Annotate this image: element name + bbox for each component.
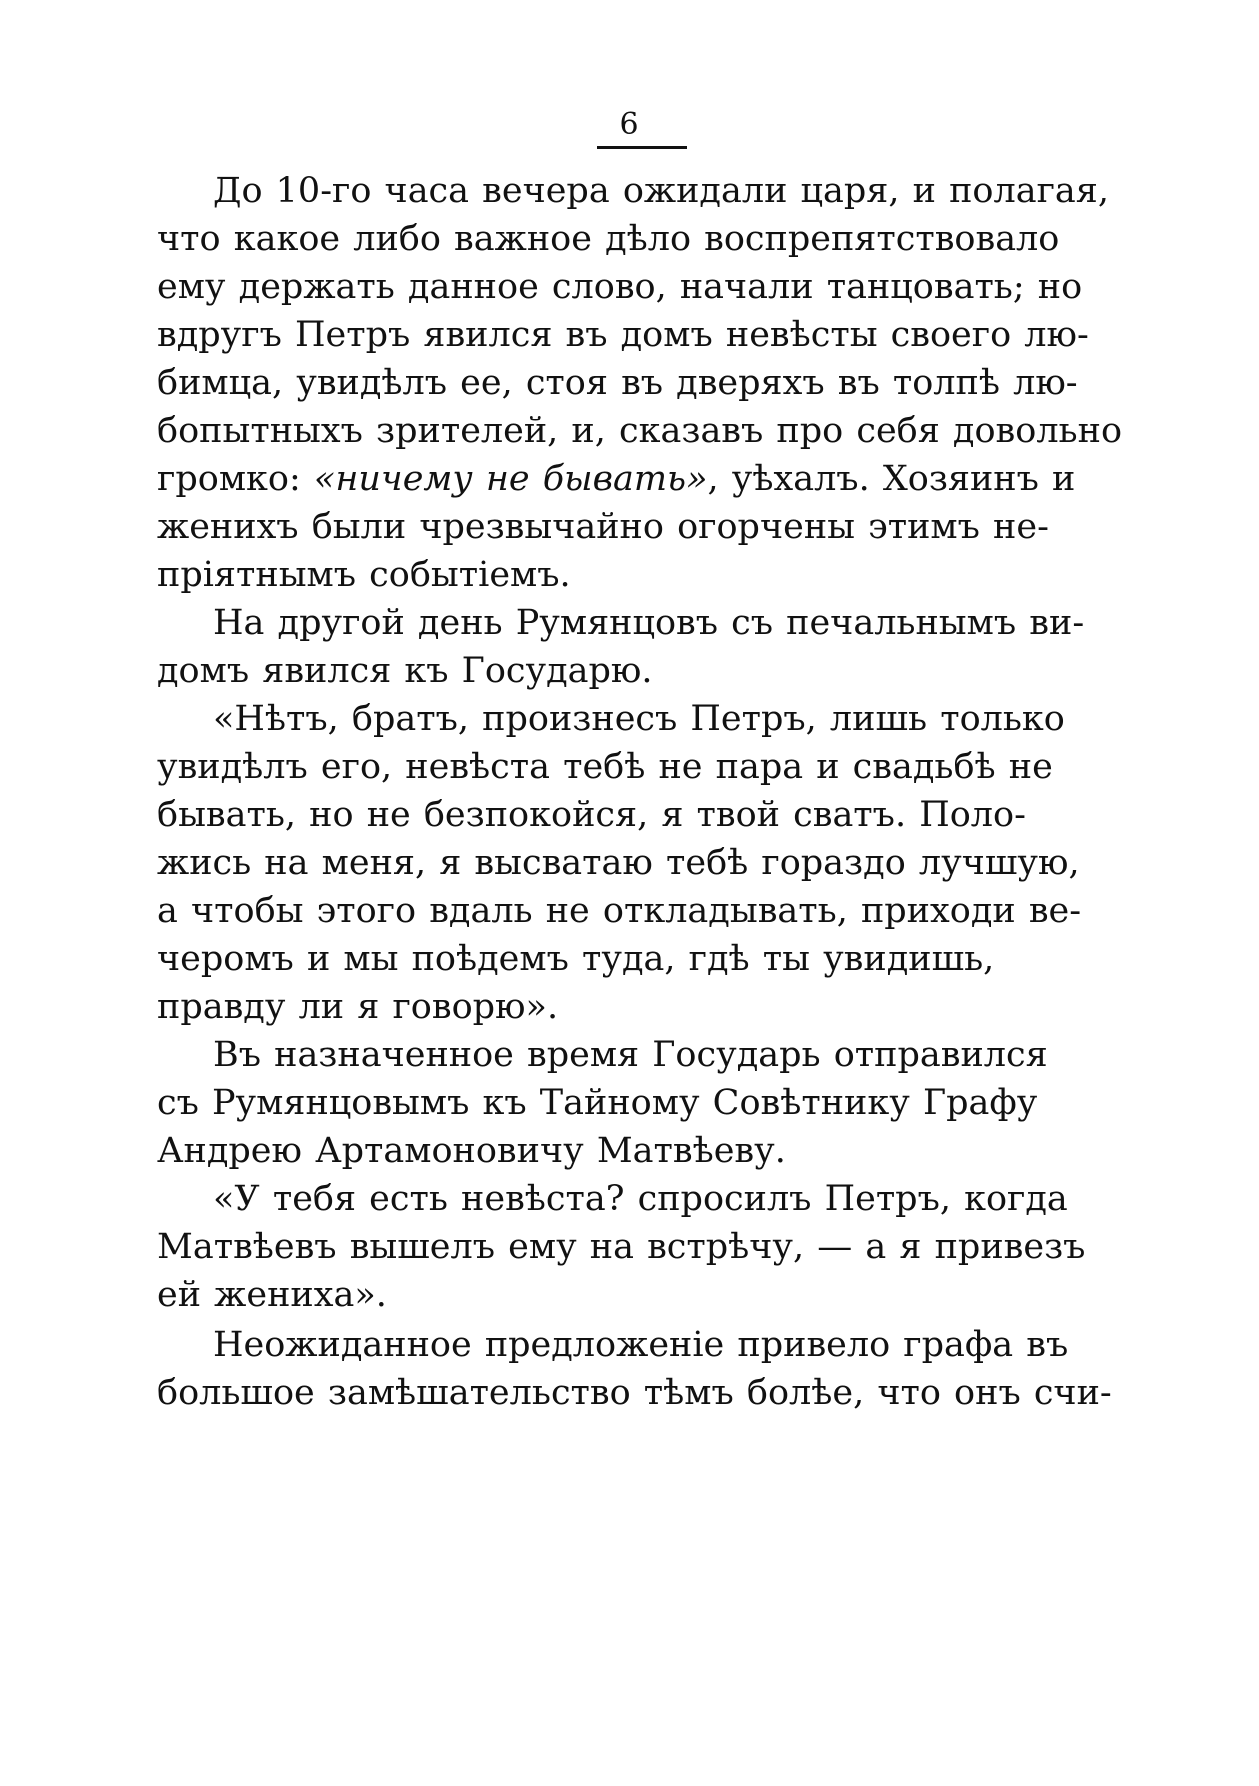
page-number: 6 xyxy=(619,107,640,142)
text-line: вдругъ Петръ явился въ домъ невѣсты своего лю- xyxy=(157,315,1089,355)
page-number-rule xyxy=(597,146,687,149)
text-line: черомъ и мы поѣдемъ туда, гдѣ ты увидишь, xyxy=(157,939,995,979)
text-line: бопытныхъ зрителей, и, сказавъ про себя довольно xyxy=(157,411,1123,451)
text-line: домъ явился къ Государю. xyxy=(157,651,653,691)
text-line: На другой день Румянцовъ съ печальнымъ ви- xyxy=(213,603,1085,643)
text-line: До 10-го часа вечера ожидали царя, и полагая, xyxy=(213,171,1109,211)
text-line: женихъ были чрезвычайно огорчены этимъ не- xyxy=(157,507,1049,547)
text-line: Матвѣевъ вышелъ ему на встрѣчу, — а я привезъ xyxy=(157,1227,1086,1267)
text-line: бывать, но не безпокойся, я твой сватъ. Поло- xyxy=(157,795,1026,835)
text-line: съ Румянцовымъ къ Тайному Совѣтнику Графу xyxy=(157,1083,1038,1123)
text-line: «Нѣтъ, братъ, произнесъ Петръ, лишь только xyxy=(213,699,1065,739)
text-line: правду ли я говорю». xyxy=(157,987,559,1027)
text-line: ему держать данное слово, начали танцовать; но xyxy=(157,267,1083,307)
text-line: бимца, увидѣлъ ее, стоя въ дверяхъ въ толпѣ лю- xyxy=(157,363,1078,403)
text-span: громко: xyxy=(157,459,314,499)
text-line: «У тебя есть невѣста? спросилъ Петръ, когда xyxy=(213,1179,1068,1219)
italic-quote: «ничему не бывать» xyxy=(313,459,708,499)
text-line: увидѣлъ его, невѣста тебѣ не пара и свадьбѣ не xyxy=(157,747,1053,787)
text-line: жись на меня, я высватаю тебѣ гораздо лучшую, xyxy=(157,843,1080,883)
text-line: Въ назначенное время Государь отправился xyxy=(213,1035,1048,1075)
text-span: , уѣхалъ. Хозяинъ и xyxy=(707,459,1076,499)
text-line: Неожиданное предложеніе привело графа въ xyxy=(213,1325,1069,1365)
text-line: большое замѣшательство тѣмъ болѣе, что онъ счи- xyxy=(157,1373,1112,1413)
text-line: ей жениха». xyxy=(157,1275,387,1315)
text-line: что какое либо важное дѣло воспрепятствовало xyxy=(157,219,1060,259)
text-line: а чтобы этого вдаль не откладывать, приходи ве- xyxy=(157,891,1082,931)
text-line: Андрею Артамоновичу Матвѣеву. xyxy=(157,1131,786,1171)
text-line: пріятнымъ событіемъ. xyxy=(157,555,571,595)
text-line-with-quote xyxy=(157,454,1076,504)
